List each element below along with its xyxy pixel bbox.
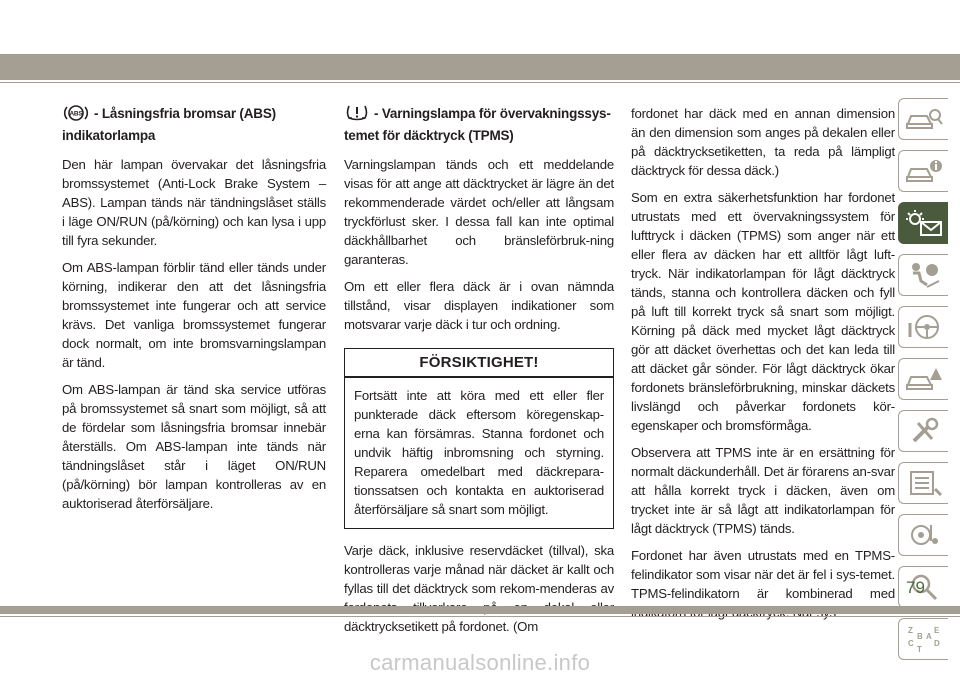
tab-seat-airbag[interactable] bbox=[898, 254, 948, 296]
abs-heading-text: - Låsningsfria bromsar (ABS) indikatorlampa bbox=[62, 106, 276, 143]
tpms-cont-paragraph-4: Fordonet har även utrustats med en TPMS-felindikator som visar när det är fel i sys-temet. TPMS-felindikatorn är kombinerad med bbox=[631, 548, 895, 601]
svg-text:T: T bbox=[916, 645, 922, 654]
svg-text:E: E bbox=[933, 626, 939, 635]
tpms-cont-paragraph-3: Observera att TPMS inte är en ersättning för normalt däckunderhåll. Det är förarens an-svar att hålla korrekt tryck i däcken, även om trycket inte är så lågt att indikatorlampan för lågt däcktryck (TPMS) tänds. bbox=[631, 445, 895, 536]
tab-car-search[interactable] bbox=[898, 98, 948, 140]
svg-text:C: C bbox=[907, 639, 914, 648]
header-band bbox=[0, 54, 960, 80]
abs-paragraph-3: Om ABS-lampan är tänd ska service utföras på bromssystemet så snart som möjligt, så att de fördelar som låsningsfria bromsar innebär återställs. Om ABS-lampan inte tänds när tändningslåset står i läget ON/RUN (på/körning) bör lampan kontrolleras av en auktoriserad återförsäljare. bbox=[62, 382, 326, 511]
abs-heading bbox=[62, 104, 326, 145]
caution-box bbox=[344, 348, 614, 529]
wrench-icon bbox=[905, 417, 943, 445]
steering-wheel-icon bbox=[905, 313, 943, 341]
column-abs bbox=[62, 104, 326, 521]
maintenance-list-icon bbox=[905, 469, 943, 497]
tab-wrench[interactable] bbox=[898, 410, 948, 452]
tpms-heading bbox=[344, 104, 614, 145]
tab-car-info[interactable] bbox=[898, 150, 948, 192]
tpms-warning-icon bbox=[344, 104, 370, 127]
car-warning-icon bbox=[905, 365, 943, 393]
abs-icon-label: ABS bbox=[69, 110, 83, 118]
page-number: 79 bbox=[906, 578, 925, 597]
warning-light-message-icon bbox=[905, 209, 943, 237]
column-tpms-continued bbox=[631, 104, 895, 630]
abs-paragraph-2: Om ABS-lampan förblir tänd eller tänds under körning, indikerar den att det låsningsfria bromssystemet inte fungerar och att service krävs. Det vanliga bromssystemet fungerar dock normalt, om inte bromsvarningslampan är tänd. bbox=[62, 260, 326, 370]
tpms-paragraph-3: Varje däck, inklusive reservdäcket (tillval), ska kontrolleras varje månad när däcket är kallt och fyllas till det däcktryck som rekom-menderas av däcktrycksetikett på fordonet. (Om bbox=[344, 543, 614, 634]
tpms-paragraph-1: Varningslampan tänds och ett meddelande visas för att ange att däcktrycket är lägre än det rekommenderade värdet och/eller att långsam tryckförlust sker. I dessa fall kan inte optimal däckhållbarhet och bränsleförbruk-ning garanteras. bbox=[344, 157, 614, 267]
watermark: carmanualsonline.info bbox=[369, 650, 591, 675]
abs-paragraph-1: Den här lampan övervakar det låsningsfria bromssystemet (Anti-Lock Brake System – ABS). Lampan tänds när tändningslåset ställs i läge ON/RUN (på/körning) och kan lysa i upp till fyra sekunder. bbox=[62, 157, 326, 248]
caution-body: Fortsätt inte att köra med ett eller fler punkterade däck eftersom köregenskap-erna kan försämras. Stanna fordonet och undvik häftig inbromsning och styrning. Reparera omedelbart med däckrepara-tionssatsen och kontakta en auktoriserad återförsäljare så snart som möjligt. bbox=[354, 388, 604, 517]
header-rule bbox=[0, 82, 960, 83]
column-tpms bbox=[344, 104, 614, 644]
tab-maintenance[interactable] bbox=[898, 462, 948, 504]
car-search-icon bbox=[905, 106, 943, 132]
footer-band bbox=[0, 606, 960, 614]
tab-warning-lights[interactable] bbox=[898, 202, 948, 244]
seat-airbag-icon bbox=[905, 261, 943, 289]
tab-multimedia[interactable] bbox=[898, 514, 948, 556]
car-info-icon bbox=[905, 158, 943, 184]
tpms-cont-paragraph-2: Som en extra säkerhetsfunktion har fordonet utrustats med ett övervakningssystem för lufttryck i däcken (TPMS) som anger när ett eller flera av däcken har ett alltför lågt luft-tryck. När indikatorlampan för lågt däcktryck tänds, stanna och kontrollera däcken och fyll på luft till korrekt tryck så snart som möjligt. Körning på däck med mycket lågt däcktryck gör att däcket överhettas och det kan leda till att däcket går sönder. För lågt däcktryck ökar fordonets bränsleförbrukning, minskar däckets livslängd och påverkar fordonets kör-egenskaper och bromsförmåga. bbox=[631, 190, 895, 433]
tpms-paragraph-2: Om ett eller flera däck är i ovan nämnda tillstånd, visar displayen indikationer som motsvarar varje däck i tur och ordning. bbox=[344, 279, 614, 332]
tab-car-warning[interactable] bbox=[898, 358, 948, 400]
svg-text:B: B bbox=[916, 632, 923, 641]
caution-title: FÖRSIKTIGHET! bbox=[345, 349, 613, 378]
svg-text:A: A bbox=[925, 632, 932, 641]
multimedia-icon bbox=[905, 521, 943, 549]
svg-text:D: D bbox=[933, 639, 940, 648]
tab-steering[interactable] bbox=[898, 306, 948, 348]
top-margin bbox=[0, 0, 960, 54]
tpms-cont-paragraph-1: fordonet har däck med en annan dimension än den dimension som anges på dekalen eller på däcktrycksetiketten, ta reda på lämpligt däcktryck för dessa däck.) bbox=[631, 106, 895, 178]
abs-warning-icon bbox=[62, 104, 90, 127]
tpms-heading-text: - Varningslampa för övervakningssys-temet för däcktryck (TPMS) bbox=[344, 106, 611, 143]
footer-rule bbox=[0, 616, 960, 617]
svg-text:Z: Z bbox=[907, 626, 913, 635]
